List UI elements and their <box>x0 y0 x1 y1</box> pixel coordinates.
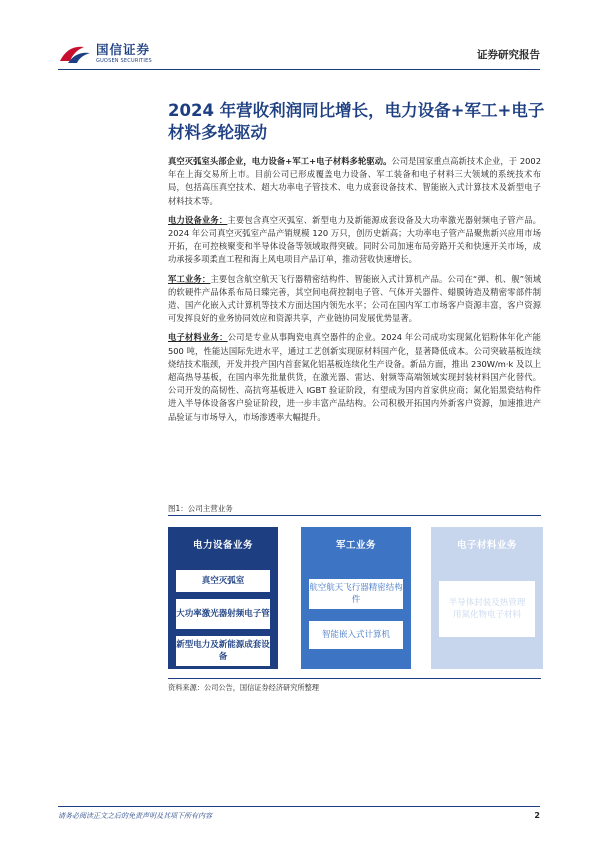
business-column-materials <box>431 527 543 669</box>
column-body <box>431 561 543 669</box>
footer-divider <box>58 806 540 807</box>
paragraph-text: 主要包含航空航天飞行器精密结构件、智能嵌入式计算机产品。公司在“弹、机、舰”领域的软硬件产品体系布局日臻完善，其空间电荷控制电子管、气体开关器件、蜡膜铸造及精密零部件制造、国产化嵌入式计算机等技术方面达国内领先水平；公司在国内军工市场客户资源丰富，客户资源可发挥良好的业务协同效应和资源共享，产业链协同发展优势显著。 <box>168 273 541 324</box>
column-body <box>168 561 278 669</box>
paragraph-lead: 电力设备业务： <box>168 214 228 225</box>
business-item: 新型电力及新能源成套设备 <box>176 636 270 666</box>
guosen-logo <box>58 40 152 68</box>
paragraph-electronic-materials <box>168 331 541 423</box>
page-header <box>58 40 540 72</box>
page-number: 2 <box>534 811 540 820</box>
business-item: 大功率激光器射频电子管 <box>176 599 270 629</box>
business-column-power <box>168 527 278 669</box>
business-item: 真空灭弧室 <box>176 570 270 592</box>
paragraph-power-equipment <box>168 214 541 267</box>
disclaimer-note: 请务必阅读正文之后的免责声明及其项下所有内容 <box>58 812 212 820</box>
header-divider <box>58 69 540 70</box>
business-item: 智能嵌入式计算机 <box>309 621 403 649</box>
business-item: 航空航天飞行器精密结构件 <box>309 579 403 609</box>
report-type-label: 证券研究报告 <box>477 49 540 61</box>
paragraph-text: 主要包含真空灭弧室、新型电力及新能源成套设备及大功率激光器射频电子管产品。2024 年公司真空灭弧室产品产销规模 120 万只，创历史新高；大功率电子管产品聚焦新兴应用市场开拓，在可控核聚变和半导体设备等领域取得突破。同时公司加速布局旁路开关和快速开关市场，成功承接多项柔直工程和海上风电项目产品订单，推动营收快速增长。 <box>168 214 541 265</box>
figure-title: 图1：公司主营业务 <box>168 504 233 513</box>
business-item: 半导体封装及热管理用氮化物电子材料 <box>439 581 535 637</box>
column-header: 电力设备业务 <box>168 527 278 561</box>
figure-source: 资料来源：公司公告，国信证券经济研究所整理 <box>168 683 319 692</box>
logo-english-name: GUOSEN SECURITIES <box>96 57 152 64</box>
paragraph-lead: 电子材料业务： <box>168 332 228 343</box>
paragraph-text: 公司是国家重点高新技术企业，于 2002 年在上海交易所上市。目前公司已形成覆盖电力设备、军工装备和电子材料三大领域的系统技术布局，包括高压真空技术、超大功率电子管技术、电力成套设备技术、智能嵌入式计算技术及新型电子材料技术等。 <box>168 156 541 206</box>
column-header: 电子材料业务 <box>431 527 543 561</box>
paragraph-text: 公司是专业从事陶瓷电真空器件的企业。2024 年公司成功实现氮化铝粉体年化产能 500 吨，性能达国际先进水平，通过工艺创新实现原材料国产化，显著降低成本。公司突破基板连续烧结技术瓶颈，开发并投产国内首套氮化铝基板连续化生产设备。新品方面，推出 230W/m·k 及以上超高热导基板，在国内率先批量供货，在激光器、雷达、射频等高端领域实现封装材料国产化替代。公司开发的高韧性、高抗弯基板进入 IGBT 验证阶段，有望成为国内首家供应商；氮化铝黑瓷结构件进入半导体设备客户验证阶段，进一步丰富产品结构。公司积极开拓国内外新客户资源，加速推进产品验证与市场导入，市场渗透率大幅提升。 <box>168 332 541 422</box>
business-column-military <box>301 527 411 669</box>
section-title: 2024 年营收利润同比增长，电力设备+军工+电子材料多轮驱动 <box>168 101 545 142</box>
logo-chinese-name: 国信证券 <box>96 42 151 58</box>
paragraph-overview <box>168 155 541 208</box>
paragraph-military <box>168 273 541 326</box>
paragraph-lead: 军工业务： <box>168 273 211 284</box>
column-header: 军工业务 <box>301 527 411 561</box>
figure-top-rule <box>168 515 541 516</box>
column-body <box>301 561 411 669</box>
logo-mark-icon <box>58 41 92 67</box>
body-text <box>168 155 541 430</box>
figure-bottom-rule <box>168 678 541 679</box>
paragraph-lead: 真空灭弧室头部企业，电力设备+军工+电子材料多轮驱动。 <box>168 156 392 166</box>
